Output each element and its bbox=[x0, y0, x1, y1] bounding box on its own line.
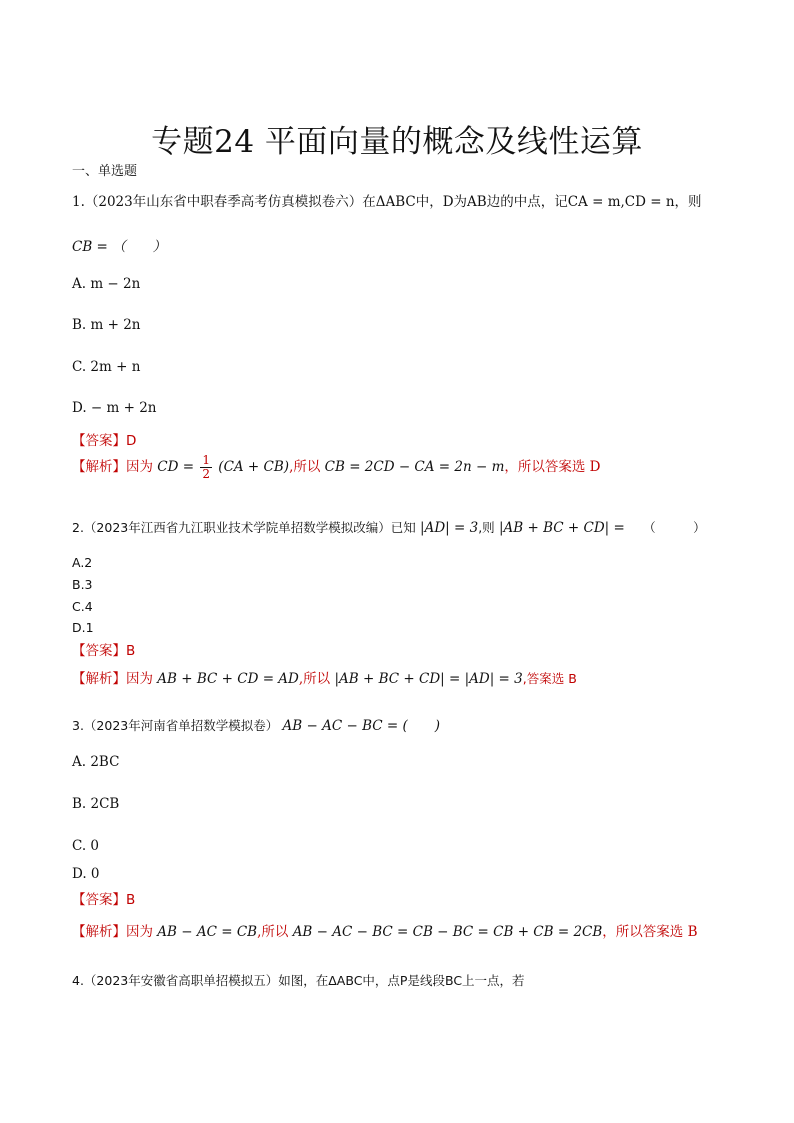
explanation-text: ，所以答案选 B bbox=[602, 924, 698, 940]
fraction-numerator: 1 bbox=[202, 453, 210, 467]
question-2-option-b: B.3 bbox=[72, 577, 93, 592]
explanation-text: 因为 bbox=[126, 459, 153, 475]
section-heading: 一、单选题 bbox=[72, 164, 138, 179]
question-1-option-b: B. m + 2n bbox=[72, 317, 141, 333]
explanation-label: 【解析】 bbox=[72, 671, 126, 687]
explanation-text: ，所以答案选 D bbox=[504, 459, 601, 475]
question-2-option-c: C.4 bbox=[72, 599, 93, 614]
question-3-option-a: A. 2BC bbox=[72, 754, 120, 770]
explanation-text: 因为 bbox=[126, 924, 153, 940]
question-3-option-b: B. 2CB bbox=[72, 796, 120, 812]
question-3-answer bbox=[72, 888, 135, 908]
explanation-text: ,所以 bbox=[289, 459, 321, 475]
math-expression: AB − AC = CB bbox=[157, 924, 258, 940]
explanation-label: 【解析】 bbox=[72, 459, 126, 475]
math-expression: AB − AC − BC = CB − BC = CB + CB = 2CB bbox=[292, 924, 603, 940]
question-text: ,则 bbox=[478, 520, 495, 535]
question-1-answer bbox=[72, 429, 136, 449]
page-title: 专题24 平面向量的概念及线性运算 bbox=[151, 124, 643, 160]
math-expression: CB = 2CD − CA = 2n − m bbox=[324, 459, 505, 475]
math-expression: |AB + BC + CD| = bbox=[498, 520, 625, 536]
answer-value: B bbox=[126, 892, 136, 908]
question-4-stem bbox=[72, 971, 525, 989]
answer-label: 【答案】 bbox=[72, 892, 126, 908]
question-2-explanation bbox=[72, 667, 577, 687]
math-expression: AB − AC − BC = ( ) bbox=[282, 718, 441, 734]
answer-value: B bbox=[126, 643, 136, 659]
explanation-text: 因为 bbox=[126, 671, 153, 687]
question-2-answer bbox=[72, 639, 135, 659]
math-expression: AB + BC + CD = AD bbox=[157, 671, 299, 687]
question-3-option-d: D. 0 bbox=[72, 866, 100, 882]
question-text: 2.（2023年江西省九江职业技术学院单招数学模拟改编）已知 bbox=[72, 520, 416, 535]
answer-label: 【答案】 bbox=[72, 433, 126, 449]
question-1-option-d: D. − m + 2n bbox=[72, 400, 157, 416]
math-expression: (CA + CB) bbox=[218, 459, 290, 475]
question-1-option-c: C. 2m + n bbox=[72, 359, 141, 375]
answer-value: D bbox=[126, 433, 137, 449]
math-expression: CD = bbox=[157, 459, 195, 475]
explanation-text: ,答案选 B bbox=[522, 671, 577, 686]
fraction bbox=[200, 454, 212, 481]
explanation-label: 【解析】 bbox=[72, 924, 126, 940]
question-2-option-a: A.2 bbox=[72, 555, 93, 570]
question-1-stem: 1.（2023年山东省中职春季高考仿真模拟卷六）在ΔABC中，D为AB边的中点，记CA = m,CD = n，则 bbox=[72, 194, 702, 210]
math-expression: |AB + BC + CD| = |AD| = 3 bbox=[334, 671, 523, 687]
question-1-stem-continued: CB = （ ） bbox=[72, 239, 167, 255]
question-3-explanation bbox=[72, 920, 698, 940]
fraction-denominator: 2 bbox=[202, 467, 210, 481]
question-text: 4.（2023年安徽省高职单招模拟五）如图，在ΔABC中，点P是线段BC上一点，若 bbox=[72, 973, 525, 988]
math-expression: |AD| = 3 bbox=[420, 520, 479, 536]
question-1-option-a: A. m − 2n bbox=[72, 276, 141, 292]
explanation-text: ,所以 bbox=[298, 671, 331, 687]
answer-label: 【答案】 bbox=[72, 643, 126, 659]
question-3-stem bbox=[72, 714, 440, 734]
explanation-text: ,所以 bbox=[257, 924, 289, 940]
question-2-stem bbox=[72, 518, 706, 536]
question-2-option-d: D.1 bbox=[72, 620, 94, 635]
answer-parentheses: （ ） bbox=[643, 520, 706, 535]
question-text: 3.（2023年河南省单招数学模拟卷） bbox=[72, 718, 279, 733]
question-1-explanation bbox=[72, 454, 601, 481]
question-3-option-c: C. 0 bbox=[72, 838, 100, 854]
